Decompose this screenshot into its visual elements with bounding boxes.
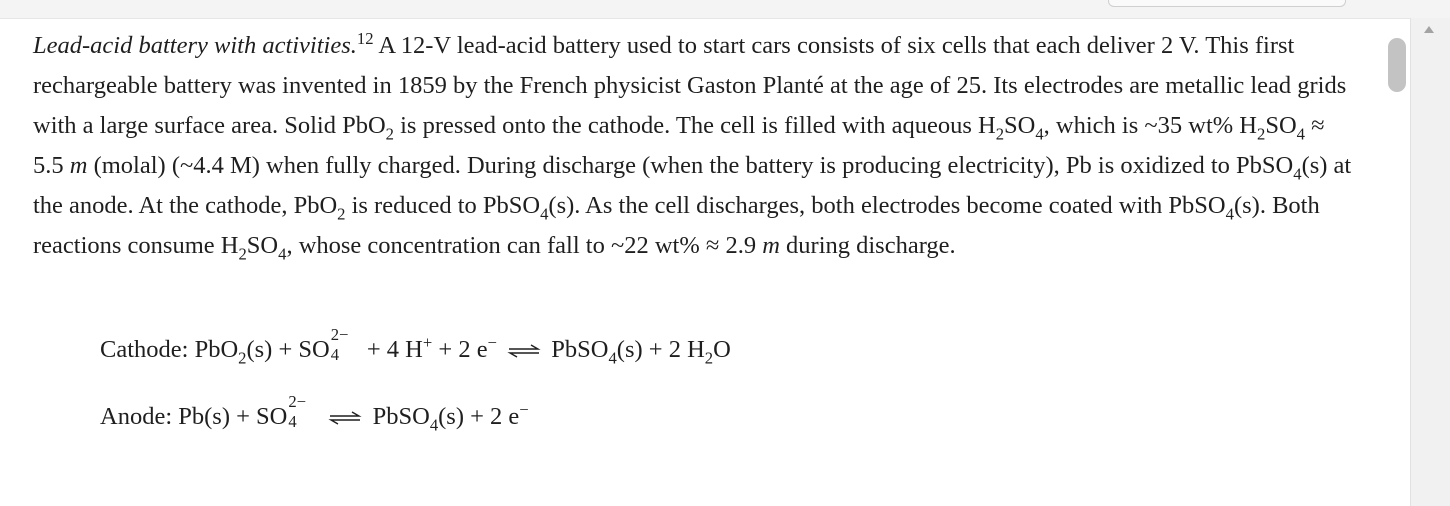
text-run: (s). Both reactions consume H <box>33 192 1320 259</box>
text-run: Anode: Pb(s) + SO <box>100 403 288 430</box>
molal-unit: m <box>762 232 780 259</box>
text-run: + 2 e <box>432 336 488 363</box>
equilibrium-arrow-icon <box>507 344 541 358</box>
text-run: is reduced to PbSO <box>345 192 541 219</box>
text-run: , which is ~35 wt% H <box>1043 112 1257 139</box>
paragraph-title: Lead-acid battery with activities. <box>33 32 357 59</box>
equilibrium-arrow-icon <box>328 411 362 425</box>
lead-acid-paragraph <box>33 26 1353 266</box>
subscript: 2 <box>1257 124 1266 144</box>
text-run: is pressed onto the cathode. The cell is filled with aqueous H <box>393 112 996 139</box>
superscript: 2− <box>330 325 349 345</box>
subscript: 2 <box>238 348 247 368</box>
sulfate-charge-stack <box>330 325 361 368</box>
text-run: PbSO <box>551 336 609 363</box>
document-content <box>33 26 1353 266</box>
subscript: 4 <box>278 244 287 264</box>
subscript: 4 <box>1296 124 1305 144</box>
subscript: 4 <box>608 348 617 368</box>
subscript: 4 <box>1293 164 1302 184</box>
text-run: SO <box>1004 112 1036 139</box>
text-run: (s). As the cell discharges, both electrodes become coated with PbSO <box>548 192 1226 219</box>
molal-unit: m <box>69 152 88 179</box>
subscript: 2 <box>704 348 714 368</box>
text-run: Cathode: PbO <box>100 336 239 363</box>
footnote-ref[interactable]: 12 <box>356 28 374 48</box>
text-run: (s) at the anode. At the cathode, PbO <box>33 152 1352 219</box>
subscript: 4 <box>330 345 340 365</box>
text-run: O <box>713 336 731 363</box>
text-run: SO <box>246 232 279 259</box>
text-run: (s) + SO <box>246 336 330 363</box>
text-run: (s) + 2 H <box>616 336 705 363</box>
subscript: 4 <box>288 412 297 432</box>
scroll-up-arrow-icon[interactable] <box>1424 26 1434 33</box>
top-bar <box>0 0 1450 19</box>
sulfate-charge-stack <box>288 392 318 435</box>
subscript: 2 <box>385 124 394 144</box>
subscript: 4 <box>429 415 439 435</box>
text-run: (s) + 2 e <box>438 403 520 430</box>
top-bar-tab <box>1108 0 1346 7</box>
text-run: , whose concentration can fall to ~22 wt% ≈ 2.9 <box>286 232 763 259</box>
text-run: SO <box>1265 112 1297 139</box>
superscript: + <box>422 332 433 352</box>
superscript: 2− <box>288 392 307 412</box>
subscript: 4 <box>1225 204 1234 224</box>
vertical-scrollbar[interactable] <box>1410 18 1450 506</box>
subscript: 2 <box>995 124 1005 144</box>
inner-scrollbar-thumb[interactable] <box>1388 38 1406 92</box>
text-run: ≈ 5.5 <box>33 112 1325 179</box>
text-run: (molal) (~4.4 M) when fully charged. During discharge (when the battery is producing electricity), Pb is oxidized to PbSO <box>87 152 1294 179</box>
subscript: 4 <box>540 204 549 224</box>
superscript: − <box>487 332 497 352</box>
text-run: during discharge. <box>779 232 956 259</box>
text-run: PbSO <box>372 403 430 430</box>
superscript: − <box>519 399 529 419</box>
subscript: 2 <box>238 244 247 264</box>
cathode-equation <box>100 325 731 368</box>
anode-equation <box>100 392 529 435</box>
text-run: + 4 H <box>360 336 423 363</box>
subscript: 2 <box>337 204 346 224</box>
subscript: 4 <box>1035 124 1044 144</box>
text-run: A 12-V lead-acid battery used to start cars consists of six cells that each deliver 2 V. This first rechargeable battery was invented in 1859 by the French physicist Gaston Planté at the age of 25. Its electrodes are metallic lead grids with a large surface area. Solid PbO <box>33 32 1347 139</box>
